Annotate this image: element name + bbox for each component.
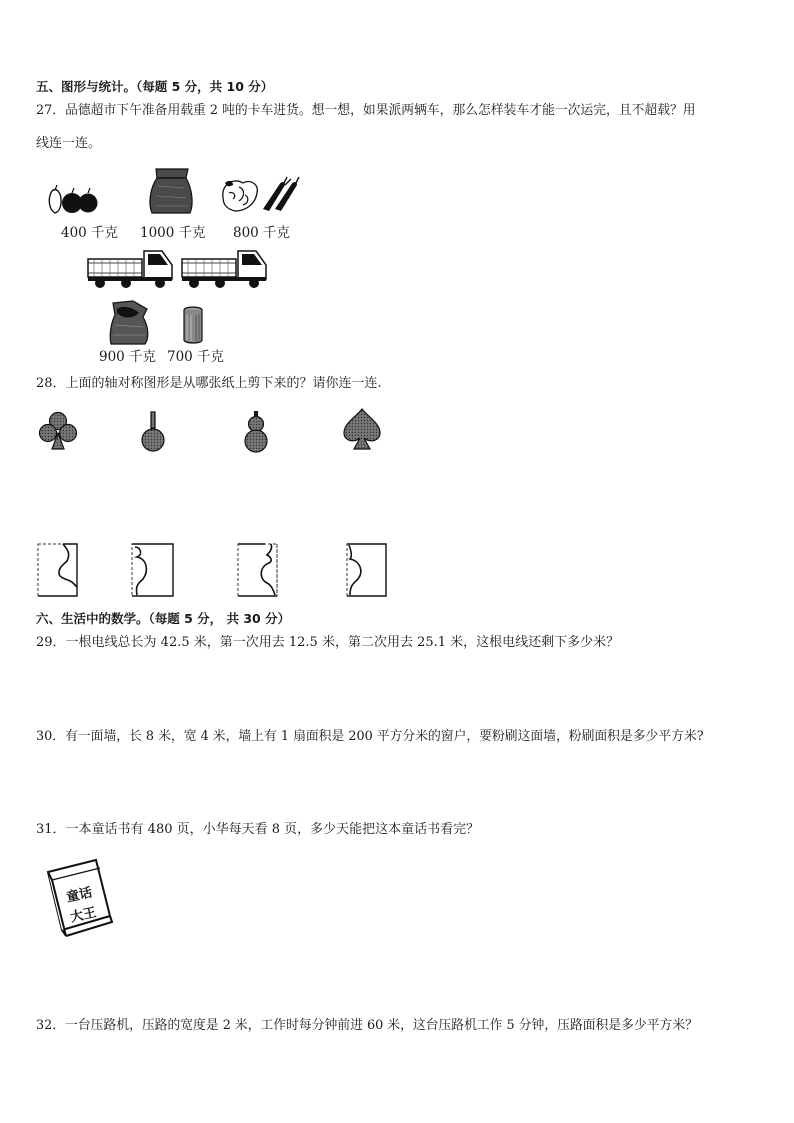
- item-label-900: 900 千克: [99, 349, 157, 365]
- item-label-800: 800 千克: [233, 225, 291, 241]
- folded-paper-4-icon[interactable]: [346, 543, 388, 597]
- folded-paper-2-icon[interactable]: [131, 543, 175, 597]
- item-label-1000: 1000 千克: [140, 225, 206, 241]
- fruit-icon: [46, 183, 96, 215]
- book-title-line-2: 大王: [69, 905, 98, 926]
- truck-icon-1: [86, 249, 174, 289]
- truck-icon-2: [180, 249, 268, 289]
- sack-icon: [148, 166, 194, 214]
- folded-paper-1-icon[interactable]: [37, 543, 79, 597]
- question-32: 32．一台压路机，压路的宽度是 2 米，工作时每分钟前进 60 米，这台压路机工作 5 分钟，压路面积是多少平方米？: [36, 1018, 698, 1033]
- storybook-illustration: [44, 858, 114, 938]
- folded-paper-3-icon[interactable]: [237, 543, 279, 597]
- question-29: 29．一根电线总长为 42.5 米，第一次用去 12.5 米，第二次用去 25.1 米，这根电线还剩下多少米？: [36, 635, 620, 650]
- item-label-400: 400 千克: [61, 225, 119, 241]
- book-title-line-1: 童话: [65, 885, 94, 906]
- canister-icon: [182, 305, 204, 345]
- question-28: 28．上面的轴对称图形是从哪张纸上剪下来的？请你连一连.: [36, 376, 382, 391]
- section-5-title: 五、图形与统计。（每题 5 分，共 10 分）: [36, 79, 274, 94]
- spade-shape-icon: [342, 407, 382, 451]
- calabash-shape-icon: [243, 411, 269, 453]
- club-shape-icon: [38, 411, 78, 451]
- gourd-bottle-shape-icon: [141, 411, 165, 453]
- section-6-title: 六、生活中的数学。（每题 5 分， 共 30 分）: [36, 611, 291, 626]
- question-27-line-2: 线连一连。: [36, 136, 102, 151]
- question-27-line-1: 27．品德超市下午准备用载重 2 吨的卡车进货。想一想，如果派两辆车，那么怎样装车才能一次运完，且不超载？用: [36, 103, 696, 118]
- question-30: 30．有一面墙，长 8 米，宽 4 米，墙上有 1 扇面积是 200 平方分米的窗户，要粉刷这面墙，粉刷面积是多少平方米?: [36, 729, 704, 744]
- question-31: 31．一本童话书有 480 页，小华每天看 8 页，多少天能把这本童话书看完？: [36, 822, 480, 837]
- item-label-700: 700 千克: [167, 349, 225, 365]
- open-sack-icon: [107, 299, 151, 345]
- vegetables-icon: [219, 175, 301, 215]
